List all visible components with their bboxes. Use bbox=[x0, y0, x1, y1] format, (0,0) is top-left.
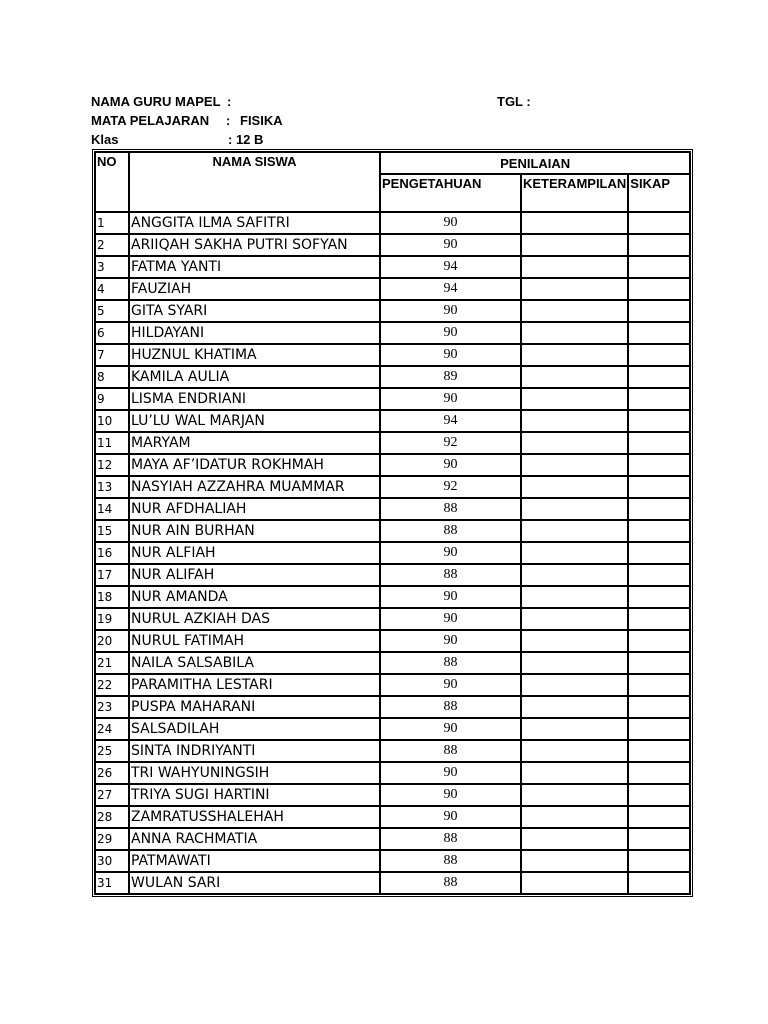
knowledge-score: 88 bbox=[380, 652, 521, 674]
skill-score bbox=[521, 718, 628, 740]
attitude-score bbox=[628, 762, 690, 784]
table-row bbox=[95, 476, 690, 498]
skill-score bbox=[521, 828, 628, 850]
student-name: LU’LU WAL MARJAN bbox=[129, 410, 380, 432]
student-name: MAYA AF’IDATUR ROKHMAH bbox=[129, 454, 380, 476]
attitude-score bbox=[628, 652, 690, 674]
attitude-score bbox=[628, 850, 690, 872]
student-name: NUR ALFIAH bbox=[129, 542, 380, 564]
attitude-score bbox=[628, 564, 690, 586]
row-number: 13 bbox=[95, 476, 129, 498]
knowledge-score: 88 bbox=[380, 828, 521, 850]
skill-score bbox=[521, 322, 628, 344]
row-number: 26 bbox=[95, 762, 129, 784]
knowledge-score: 90 bbox=[380, 784, 521, 806]
skill-score bbox=[521, 586, 628, 608]
student-name: FATMA YANTI bbox=[129, 256, 380, 278]
knowledge-score: 94 bbox=[380, 410, 521, 432]
skill-score bbox=[521, 256, 628, 278]
skill-score bbox=[521, 740, 628, 762]
student-name: HILDAYANI bbox=[129, 322, 380, 344]
attitude-score bbox=[628, 696, 690, 718]
knowledge-score: 88 bbox=[380, 740, 521, 762]
student-name: KAMILA AULIA bbox=[129, 366, 380, 388]
row-number: 3 bbox=[95, 256, 129, 278]
student-name: NASYIAH AZZAHRA MUAMMAR bbox=[129, 476, 380, 498]
attitude-score bbox=[628, 586, 690, 608]
knowledge-score: 88 bbox=[380, 696, 521, 718]
student-name: NURUL FATIMAH bbox=[129, 630, 380, 652]
grades-table-body bbox=[95, 212, 690, 894]
skill-score bbox=[521, 564, 628, 586]
col-name-header: NAMA SISWA bbox=[129, 152, 380, 212]
attitude-score bbox=[628, 520, 690, 542]
attitude-score bbox=[628, 388, 690, 410]
table-row bbox=[95, 762, 690, 784]
row-number: 22 bbox=[95, 674, 129, 696]
attitude-score bbox=[628, 322, 690, 344]
table-row bbox=[95, 542, 690, 564]
student-name: SALSADILAH bbox=[129, 718, 380, 740]
knowledge-score: 90 bbox=[380, 674, 521, 696]
knowledge-score: 88 bbox=[380, 564, 521, 586]
attitude-score bbox=[628, 542, 690, 564]
row-number: 7 bbox=[95, 344, 129, 366]
row-number: 21 bbox=[95, 652, 129, 674]
class-line bbox=[0, 131, 768, 149]
attitude-score bbox=[628, 300, 690, 322]
student-name: LISMA ENDRIANI bbox=[129, 388, 380, 410]
table-row bbox=[95, 300, 690, 322]
table-row bbox=[95, 278, 690, 300]
student-name: SINTA INDRIYANTI bbox=[129, 740, 380, 762]
skill-score bbox=[521, 300, 628, 322]
table-row bbox=[95, 718, 690, 740]
student-name: ANGGITA ILMA SAFITRI bbox=[129, 212, 380, 234]
skill-score bbox=[521, 454, 628, 476]
attitude-score bbox=[628, 784, 690, 806]
skill-score bbox=[521, 696, 628, 718]
row-number: 27 bbox=[95, 784, 129, 806]
table-row bbox=[95, 586, 690, 608]
student-name: NUR AMANDA bbox=[129, 586, 380, 608]
attitude-score bbox=[628, 740, 690, 762]
attitude-score bbox=[628, 498, 690, 520]
row-number: 30 bbox=[95, 850, 129, 872]
knowledge-score: 90 bbox=[380, 388, 521, 410]
attitude-score bbox=[628, 806, 690, 828]
table-row bbox=[95, 454, 690, 476]
row-number: 11 bbox=[95, 432, 129, 454]
skill-score bbox=[521, 850, 628, 872]
row-number: 8 bbox=[95, 366, 129, 388]
row-number: 17 bbox=[95, 564, 129, 586]
skill-score bbox=[521, 608, 628, 630]
attitude-score bbox=[628, 212, 690, 234]
row-number: 5 bbox=[95, 300, 129, 322]
skill-score bbox=[521, 542, 628, 564]
skill-score bbox=[521, 872, 628, 894]
subject-value: FISIKA bbox=[240, 113, 283, 128]
attitude-score bbox=[628, 366, 690, 388]
attitude-score bbox=[628, 630, 690, 652]
teacher-colon: : bbox=[227, 94, 232, 109]
attitude-score bbox=[628, 256, 690, 278]
table-row bbox=[95, 234, 690, 256]
skill-score bbox=[521, 212, 628, 234]
teacher-line bbox=[0, 93, 768, 111]
attitude-score bbox=[628, 872, 690, 894]
student-name: NUR ALIFAH bbox=[129, 564, 380, 586]
knowledge-score: 90 bbox=[380, 344, 521, 366]
knowledge-score: 94 bbox=[380, 278, 521, 300]
knowledge-score: 88 bbox=[380, 498, 521, 520]
date-label: TGL : bbox=[497, 94, 531, 109]
row-number: 14 bbox=[95, 498, 129, 520]
row-number: 25 bbox=[95, 740, 129, 762]
attitude-score bbox=[628, 476, 690, 498]
student-name: NAILA SALSABILA bbox=[129, 652, 380, 674]
subject-label: MATA PELAJARAN bbox=[91, 113, 210, 128]
table-row bbox=[95, 872, 690, 894]
student-name: ARIIQAH SAKHA PUTRI SOFYAN bbox=[129, 234, 380, 256]
student-name: PUSPA MAHARANI bbox=[129, 696, 380, 718]
skill-score bbox=[521, 234, 628, 256]
row-number: 12 bbox=[95, 454, 129, 476]
table-row bbox=[95, 212, 690, 234]
knowledge-score: 88 bbox=[380, 520, 521, 542]
table-row bbox=[95, 696, 690, 718]
class-value: : 12 B bbox=[228, 132, 264, 147]
skill-score bbox=[521, 762, 628, 784]
attitude-score bbox=[628, 674, 690, 696]
row-number: 9 bbox=[95, 388, 129, 410]
knowledge-score: 90 bbox=[380, 212, 521, 234]
row-number: 6 bbox=[95, 322, 129, 344]
row-number: 1 bbox=[95, 212, 129, 234]
knowledge-score: 92 bbox=[380, 432, 521, 454]
col-attitude-header: SIKAP bbox=[628, 174, 690, 212]
student-name: PARAMITHA LESTARI bbox=[129, 674, 380, 696]
table-row bbox=[95, 520, 690, 542]
row-number: 2 bbox=[95, 234, 129, 256]
table-row bbox=[95, 366, 690, 388]
attitude-score bbox=[628, 454, 690, 476]
attitude-score bbox=[628, 432, 690, 454]
skill-score bbox=[521, 806, 628, 828]
student-name: GITA SYARI bbox=[129, 300, 380, 322]
knowledge-score: 92 bbox=[380, 476, 521, 498]
attitude-score bbox=[628, 718, 690, 740]
attitude-score bbox=[628, 234, 690, 256]
student-name: MARYAM bbox=[129, 432, 380, 454]
row-number: 20 bbox=[95, 630, 129, 652]
student-name: PATMAWATI bbox=[129, 850, 380, 872]
table-row bbox=[95, 828, 690, 850]
knowledge-score: 90 bbox=[380, 322, 521, 344]
skill-score bbox=[521, 784, 628, 806]
knowledge-score: 88 bbox=[380, 872, 521, 894]
table-row bbox=[95, 344, 690, 366]
skill-score bbox=[521, 344, 628, 366]
skill-score bbox=[521, 366, 628, 388]
row-number: 31 bbox=[95, 872, 129, 894]
table-row bbox=[95, 850, 690, 872]
student-name: TRIYA SUGI HARTINI bbox=[129, 784, 380, 806]
skill-score bbox=[521, 520, 628, 542]
knowledge-score: 90 bbox=[380, 630, 521, 652]
skill-score bbox=[521, 410, 628, 432]
student-name: ANNA RACHMATIA bbox=[129, 828, 380, 850]
knowledge-score: 94 bbox=[380, 256, 521, 278]
knowledge-score: 90 bbox=[380, 542, 521, 564]
skill-score bbox=[521, 674, 628, 696]
col-skill-header: KETERAMPILAN bbox=[521, 174, 628, 212]
student-name: NUR AIN BURHAN bbox=[129, 520, 380, 542]
knowledge-score: 90 bbox=[380, 718, 521, 740]
table-row bbox=[95, 674, 690, 696]
teacher-label: NAMA GURU MAPEL bbox=[91, 94, 221, 109]
table-row bbox=[95, 608, 690, 630]
knowledge-score: 90 bbox=[380, 762, 521, 784]
attitude-score bbox=[628, 344, 690, 366]
row-number: 24 bbox=[95, 718, 129, 740]
skill-score bbox=[521, 498, 628, 520]
knowledge-score: 88 bbox=[380, 850, 521, 872]
student-name: NURUL AZKIAH DAS bbox=[129, 608, 380, 630]
table-row bbox=[95, 322, 690, 344]
row-number: 16 bbox=[95, 542, 129, 564]
skill-score bbox=[521, 278, 628, 300]
student-name: ZAMRATUSSHALEHAH bbox=[129, 806, 380, 828]
knowledge-score: 90 bbox=[380, 300, 521, 322]
student-name: WULAN SARI bbox=[129, 872, 380, 894]
attitude-score bbox=[628, 608, 690, 630]
student-name: TRI WAHYUNINGSIH bbox=[129, 762, 380, 784]
attitude-score bbox=[628, 828, 690, 850]
table-row bbox=[95, 432, 690, 454]
row-number: 15 bbox=[95, 520, 129, 542]
knowledge-score: 90 bbox=[380, 806, 521, 828]
knowledge-score: 90 bbox=[380, 608, 521, 630]
attitude-score bbox=[628, 410, 690, 432]
row-number: 18 bbox=[95, 586, 129, 608]
table-row bbox=[95, 630, 690, 652]
knowledge-score: 89 bbox=[380, 366, 521, 388]
row-number: 28 bbox=[95, 806, 129, 828]
skill-score bbox=[521, 388, 628, 410]
knowledge-score: 90 bbox=[380, 454, 521, 476]
knowledge-score: 90 bbox=[380, 586, 521, 608]
skill-score bbox=[521, 432, 628, 454]
grades-table bbox=[94, 151, 691, 895]
table-row bbox=[95, 388, 690, 410]
table-row bbox=[95, 784, 690, 806]
table-row bbox=[95, 806, 690, 828]
col-assessment-header: PENILAIAN bbox=[380, 152, 690, 174]
knowledge-score: 90 bbox=[380, 234, 521, 256]
table-row bbox=[95, 410, 690, 432]
col-no-header: NO bbox=[95, 152, 129, 212]
student-name: NUR AFDHALIAH bbox=[129, 498, 380, 520]
table-row bbox=[95, 498, 690, 520]
row-number: 10 bbox=[95, 410, 129, 432]
col-knowledge-header: PENGETAHUAN bbox=[380, 174, 521, 212]
student-name: HUZNUL KHATIMA bbox=[129, 344, 380, 366]
attitude-score bbox=[628, 278, 690, 300]
row-number: 19 bbox=[95, 608, 129, 630]
table-row bbox=[95, 740, 690, 762]
subject-colon: : bbox=[226, 113, 231, 128]
skill-score bbox=[521, 630, 628, 652]
row-number: 4 bbox=[95, 278, 129, 300]
table-row bbox=[95, 652, 690, 674]
table-row bbox=[95, 256, 690, 278]
student-name: FAUZIAH bbox=[129, 278, 380, 300]
row-number: 29 bbox=[95, 828, 129, 850]
table-row bbox=[95, 564, 690, 586]
skill-score bbox=[521, 652, 628, 674]
subject-line bbox=[0, 112, 768, 130]
skill-score bbox=[521, 476, 628, 498]
row-number: 23 bbox=[95, 696, 129, 718]
class-label: Klas bbox=[91, 132, 119, 147]
